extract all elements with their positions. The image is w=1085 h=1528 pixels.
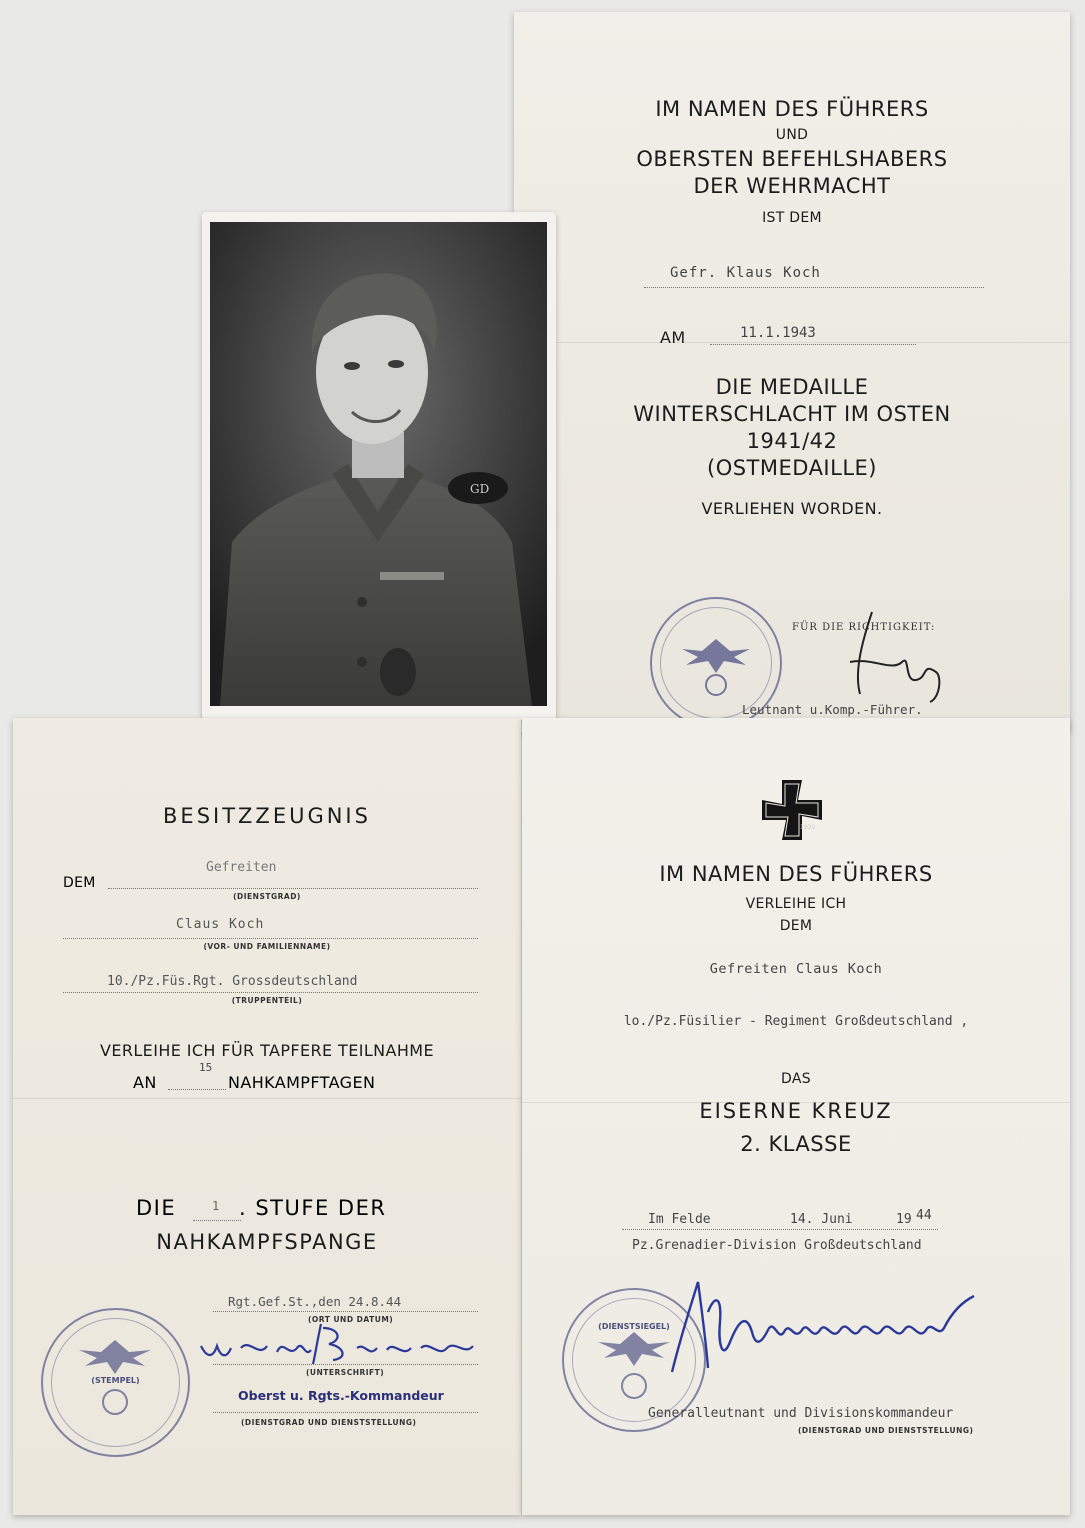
regiment-stamp <box>41 1308 190 1457</box>
soldier-portrait-photo <box>202 212 556 720</box>
place-label: Im Felde <box>648 1212 711 1227</box>
award-line-5: VERLIEHEN WORDEN. <box>701 499 883 518</box>
award-line-2: 2. KLASSE <box>740 1132 852 1156</box>
rank-value: Gefreiten <box>206 860 277 875</box>
signer-title: Leutnant u.Komp.-Führer. <box>742 702 923 717</box>
award-line-1: DIE MEDAILLE <box>715 375 869 399</box>
stamp-label: (DIENSTSIEGEL) <box>598 1322 670 1331</box>
stamp-label: (STEMPEL) <box>91 1376 140 1385</box>
unit-value: 10./Pz.Füs.Rgt. Grossdeutschland <box>107 974 358 989</box>
name-caption: (VOR- UND FAMILIENNAME) <box>203 942 331 951</box>
heading-line-2: VERLEIHE ICH <box>745 896 847 912</box>
iron-cross-certificate <box>522 718 1070 1515</box>
clasp-signature <box>193 1318 483 1368</box>
an-label: AN <box>133 1073 157 1092</box>
clasp-name: NAHKAMPFSPANGE <box>156 1230 378 1254</box>
division-commander-signature <box>662 1272 1042 1382</box>
place-caption: (ORT UND DATUM) <box>308 1315 394 1324</box>
medal-signature <box>832 602 952 712</box>
heading-line-3: DEM <box>779 918 813 934</box>
stufe-suffix: . STUFE DER <box>239 1196 387 1220</box>
heading-line-1: IM NAMEN DES FÜHRERS <box>659 862 933 886</box>
recipient-name: Gefreiten Claus Koch <box>709 961 883 977</box>
das-label: DAS <box>781 1071 811 1087</box>
signer-title: Generalleutnant und Divisionskommandeur <box>648 1406 954 1421</box>
recipient-unit: lo./Pz.Füsilier - Regiment Großdeutschland , <box>623 1014 969 1029</box>
unit-caption: (TRUPPENTEIL) <box>231 996 303 1005</box>
certify-label: FÜR DIE RICHTIGKEIT: <box>792 622 936 633</box>
award-date: 11.1.1943 <box>740 325 816 341</box>
signature-caption: (UNTERSCHRIFT) <box>306 1368 385 1377</box>
iron-cross-icon <box>760 778 824 842</box>
days-label: NAHKAMPFTAGEN <box>228 1073 376 1092</box>
heading-line-1: IM NAMEN DES FÜHRERS <box>655 97 929 121</box>
signer-caption: (DIENSTGRAD UND DIENSTSTELLUNG) <box>241 1418 417 1427</box>
award-line-1: EISERNE KREUZ <box>699 1099 893 1123</box>
dem-label: DEM <box>63 875 96 891</box>
combat-days: 15 <box>199 1061 213 1074</box>
award-date: 14. Juni <box>790 1212 853 1227</box>
heading-line-3: OBERSTEN BEFEHLSHABERS <box>636 147 948 171</box>
heading-line-4: DER WEHRMACHT <box>693 174 891 198</box>
award-statement: VERLEIHE ICH FÜR TAPFERE TEILNAHME <box>100 1041 434 1060</box>
recipient-name: Gefr. Klaus Koch <box>670 265 821 281</box>
place-date: Rgt.Gef.St.,den 24.8.44 <box>228 1294 402 1309</box>
ostmedaille-certificate <box>514 12 1070 732</box>
stufe-prefix: DIE <box>136 1196 177 1220</box>
year-suffix: 44 <box>916 1208 932 1223</box>
signer-rank: Oberst u. Rgts.-Kommandeur <box>238 1388 444 1403</box>
nahkampfspange-certificate <box>13 718 521 1515</box>
award-line-3: 1941/42 <box>746 429 838 453</box>
signer-caption: (DIENSTGRAD UND DIENSTSTELLUNG) <box>798 1426 974 1435</box>
document-title: BESITZZEUGNIS <box>163 804 371 828</box>
heading-line-2: UND <box>775 127 809 143</box>
rank-caption: (DIENSTGRAD) <box>233 892 301 901</box>
year-prefix: 19 <box>896 1212 912 1227</box>
division-name: Pz.Grenadier-Division Großdeutschland <box>632 1238 922 1253</box>
svg-text:GD: GD <box>470 482 490 496</box>
award-line-2: WINTERSCHLACHT IM OSTEN <box>633 402 951 426</box>
award-line-4: (OSTMEDAILLE) <box>707 456 877 480</box>
stufe-number: 1 <box>212 1199 220 1213</box>
cross-year: 1939 <box>800 824 816 831</box>
heading-line-5: IST DEM <box>762 210 822 226</box>
am-label: AM <box>660 328 686 347</box>
recipient-name: Claus Koch <box>176 917 265 932</box>
